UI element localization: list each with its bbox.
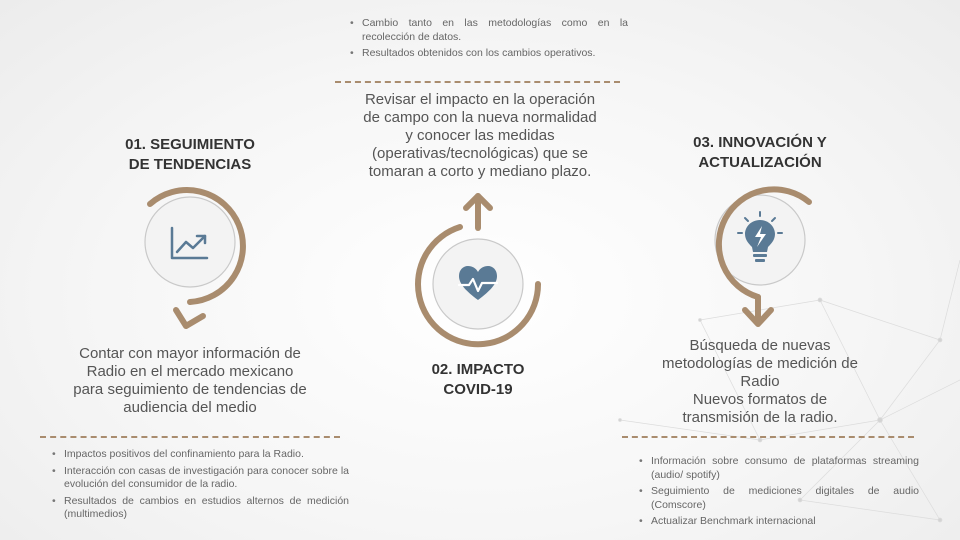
section1-desc-line2: Radio en el mercado mexicano [86,363,294,380]
section3-desc-line3: Radio [740,373,780,390]
section3-description [640,337,880,427]
list-item: • Resultados obtenidos con los cambios operativos. [362,47,628,61]
list-item: • Seguimiento de mediciones digitales de audio (Comscore) [651,485,919,512]
list-item: • Cambio tanto en las metodologías como en la recolección de datos. [362,17,628,44]
list-item: • Impactos positivos del confinamiento para la Radio. [64,448,349,462]
section2-title-line2: COVID-19 [443,381,513,398]
list-item: • Interacción con casas de investigación para conocer sobre la evolución del consumidor de la radio. [64,465,349,492]
section1-desc-line4: audiencia del medio [123,399,257,416]
section3-desc-line4: Nuevos formatos de [692,391,828,408]
section2-desc-line2: de campo con la nueva normalidad [363,109,597,126]
section2-desc-line1: Revisar el impacto en la operación [364,91,596,108]
section1-title-line1: 01. SEGUIMIENTO [125,136,255,153]
list-item: • Actualizar Benchmark internacional [651,515,919,529]
section3-desc-line2: metodologías de medición de [662,355,858,372]
section3-desc-line1: Búsqueda de nuevas [689,337,831,354]
section3-bullets [637,455,919,532]
list-item: • Resultados de cambios en estudios alternos de medición (multimedios) [64,495,349,522]
list-item: • Información sobre consumo de plataformas streaming (audio/ spotify) [651,455,919,482]
section2-desc-line5: tomaran a corto y mediano plazo. [368,163,592,180]
section3-title-line1: 03. INNOVACIÓN Y [693,134,827,151]
section1-title-line2: DE TENDENCIAS [128,156,252,173]
section3-divider [622,436,914,438]
section1-desc-line1: Contar con mayor información de [79,345,301,362]
section2-desc-line4: (operativas/tecnológicas) que se [372,145,588,162]
section2-desc-line3: y conocer las medidas [405,127,555,144]
section3-desc-line5: transmisión de la radio. [682,409,838,426]
section1-desc-line3: para seguimiento de tendencias de [73,381,307,398]
section3-title-line2: ACTUALIZACIÓN [698,154,822,171]
section2-title-line1: 02. IMPACTO [431,361,525,378]
